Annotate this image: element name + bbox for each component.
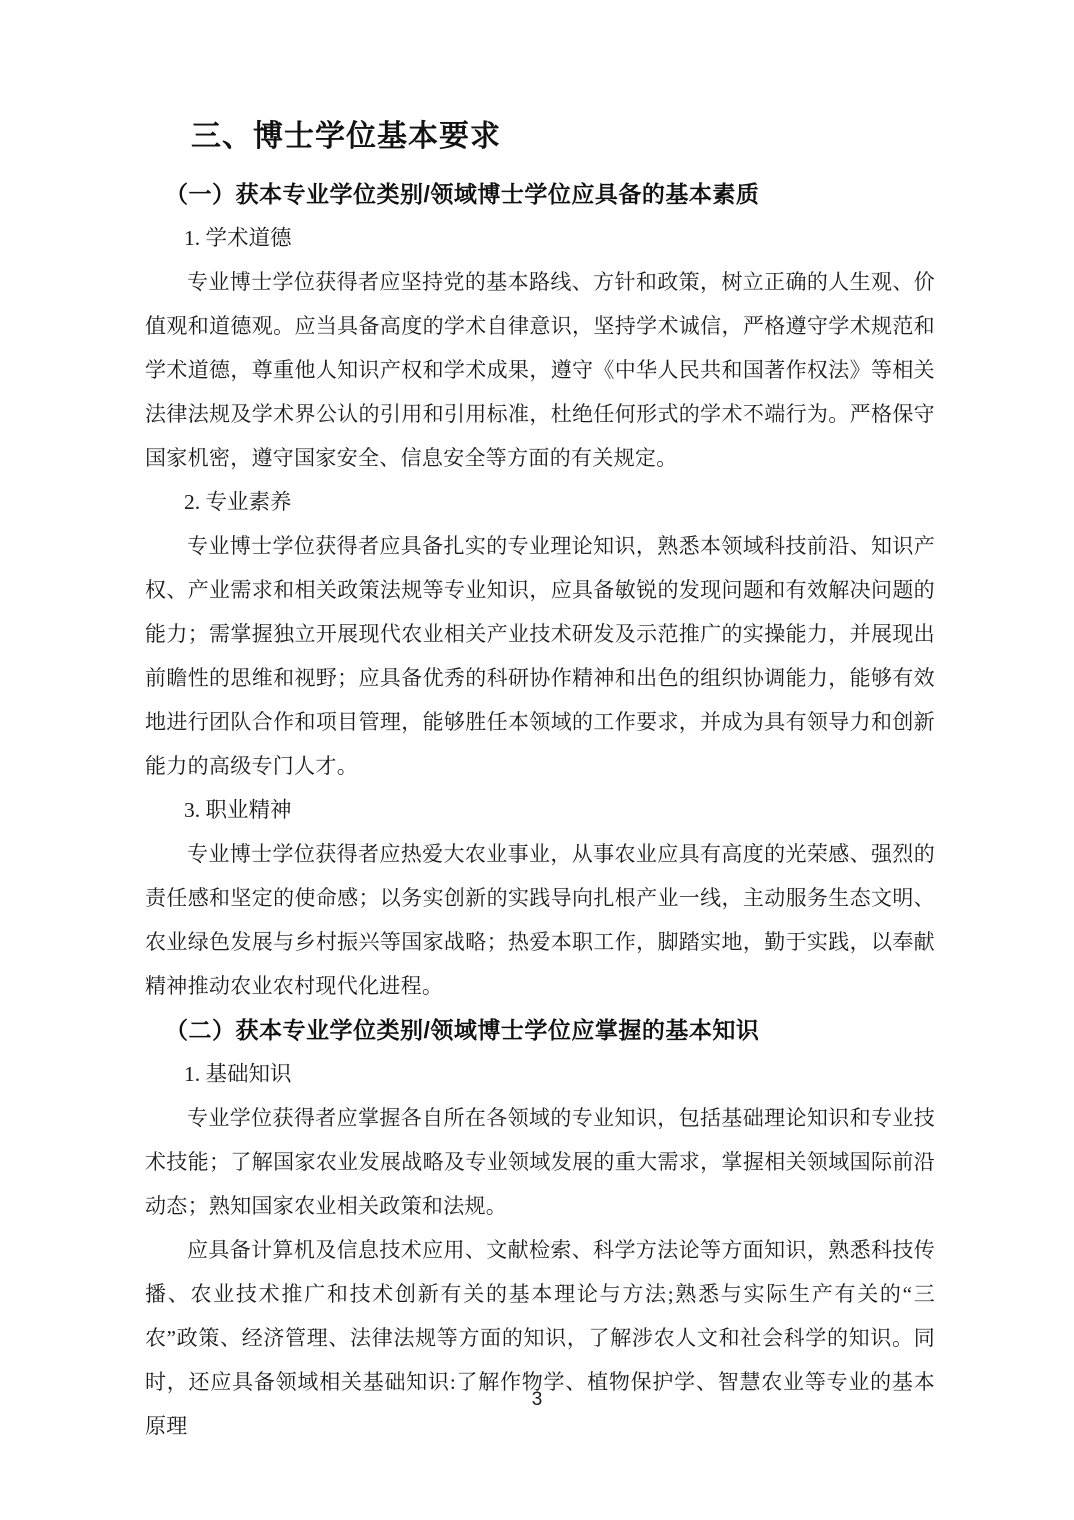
document-title: 三、博士学位基本要求	[191, 120, 501, 153]
section-heading-basic-qualities: （一）获本专业学位类别/领域博士学位应具备的基本素质	[165, 181, 760, 207]
item-heading-academic-ethics: 1. 学术道德	[184, 226, 292, 250]
paragraph-academic-ethics: 专业博士学位获得者应坚持党的基本路线、方针和政策，树立正确的人生观、价值观和道德观。应当具备高度的学术自律意识，坚持学术诚信，严格遵守学术规范和学术道德，尊重他人知识产权和学术成果，遵守《中华人民共和国著作权法》等相关法律法规及学术界公认的引用和引用标准，杜绝任何形式的学术不端行为。严格保守国家机密，遵守国家安全、信息安全等方面的有关规定。	[145, 270, 935, 470]
page-number: 3	[531, 1389, 543, 1410]
paragraph-professional-quality: 专业博士学位获得者应具备扎实的专业理论知识，熟悉本领域科技前沿、知识产权、产业需求和相关政策法规等专业知识，应具备敏锐的发现问题和有效解决问题的能力；需掌握独立开展现代农业相关产业技术研发及示范推广的实操能力，并展现出前瞻性的思维和视野；应具备优秀的科研协作精神和出色的组织协调能力，能够有效地进行团队合作和项目管理，能够胜任本领域的工作要求，并成为具有领导力和创新能力的高级专门人才。	[145, 534, 935, 778]
item-heading-professional-spirit: 3. 职业精神	[184, 798, 292, 822]
paragraph-basic-knowledge-2: 应具备计算机及信息技术应用、文献检索、科学方法论等方面知识，熟悉科技传播、农业技术推广和技术创新有关的基本理论与方法;熟悉与实际生产有关的“三农”政策、经济管理、法律法规等方面的知识，了解涉农人文和社会科学的知识。同时，还应具备领域相关基础知识:了解作物学、植物保护学、智慧农业等专业的基本原理	[145, 1238, 935, 1438]
item-heading-basic-knowledge: 1. 基础知识	[184, 1062, 292, 1086]
section-heading-basic-knowledge: （二）获本专业学位类别/领域博士学位应掌握的基本知识	[165, 1017, 760, 1043]
paragraph-professional-spirit: 专业博士学位获得者应热爱大农业事业，从事农业应具有高度的光荣感、强烈的责任感和坚定的使命感；以务实创新的实践导向扎根产业一线，主动服务生态文明、农业绿色发展与乡村振兴等国家战略；热爱本职工作，脚踏实地，勤于实践，以奉献精神推动农业农村现代化进程。	[145, 842, 935, 998]
item-heading-professional-quality: 2. 专业素养	[184, 490, 292, 514]
paragraph-basic-knowledge-1: 专业学位获得者应掌握各自所在各领域的专业知识，包括基础理论知识和专业技术技能；了解国家农业发展战略及专业领域发展的重大需求，掌握相关领域国际前沿动态；熟知国家农业相关政策和法规。	[145, 1106, 935, 1218]
